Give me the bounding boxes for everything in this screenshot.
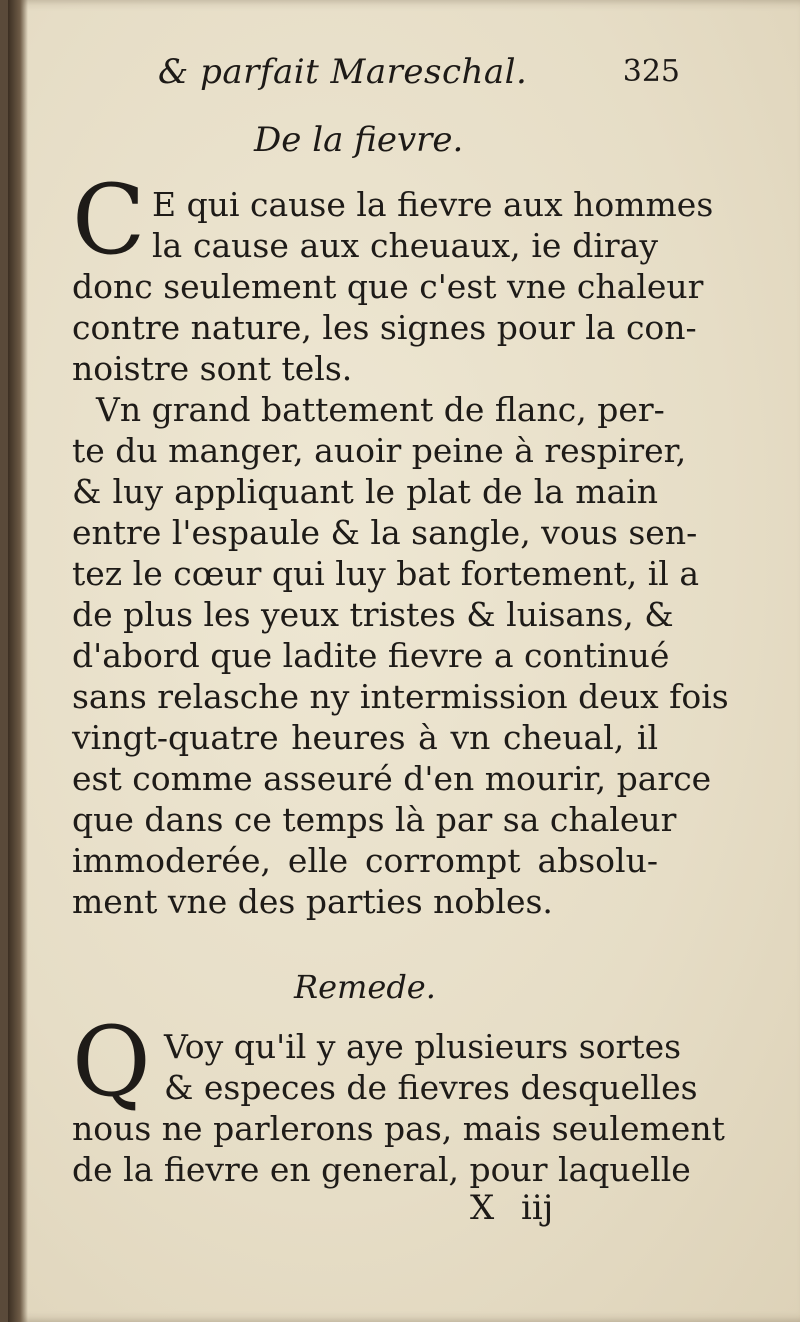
text-line: vingt-quatre heures à vn cheual, il <box>72 718 658 757</box>
text-line: entre l'espaule & la sangle, vous sen- <box>72 513 698 552</box>
paragraph-remedy <box>72 1026 725 1190</box>
page-header <box>158 52 698 102</box>
text-line: est comme asseuré d'en mourir, parce <box>72 759 712 798</box>
text-line: Vn grand battement de flanc, per- <box>96 390 665 429</box>
text-line: ment vne des parties nobles. <box>72 882 553 921</box>
drop-cap-q: Q <box>72 1006 151 1118</box>
text-line: contre nature, les signes pour la con- <box>72 308 697 347</box>
text-line: tez le cœur qui luy bat fortement, il a <box>72 554 700 593</box>
section-title-remedy: Remede. <box>294 968 436 1006</box>
running-title: & parfait Mareschal. <box>158 52 528 92</box>
text-line: & especes de fievres desquelles <box>164 1068 698 1107</box>
book-page <box>8 0 800 1322</box>
text-line: que dans ce temps là par sa chaleur <box>72 800 677 839</box>
text-line: & luy appliquant le plat de la main <box>72 472 658 511</box>
text-line: nous ne parlerons pas, mais seulement <box>72 1109 725 1148</box>
text-line: sans relasche ny intermission deux fois <box>72 677 729 716</box>
text-line: noistre sont tels. <box>72 349 353 388</box>
text-line: de la fievre en general, pour laquelle <box>72 1150 691 1189</box>
text-line: de plus les yeux tristes & luisans, & <box>72 595 674 634</box>
paragraph-fever-cause <box>72 184 729 922</box>
text-line: Voy qu'il y aye plusieurs sortes <box>164 1027 682 1066</box>
book-binding-edge <box>8 0 28 1322</box>
text-line: donc seulement que c'est vne chaleur <box>72 267 704 306</box>
text-line: la cause aux cheuaux, ie diray <box>152 226 658 265</box>
page-number: 325 <box>622 54 680 89</box>
text-line: immoderée, elle corrompt absolu- <box>72 841 658 880</box>
signature-mark: X iij <box>470 1188 554 1228</box>
drop-cap-c: C <box>72 164 146 276</box>
section-title-fever: De la fievre. <box>254 120 464 160</box>
text-line: E qui cause la fievre aux hommes <box>152 185 714 224</box>
text-line: d'abord que ladite fievre a continué <box>72 636 670 675</box>
text-line: te du manger, auoir peine à respirer, <box>72 431 687 470</box>
